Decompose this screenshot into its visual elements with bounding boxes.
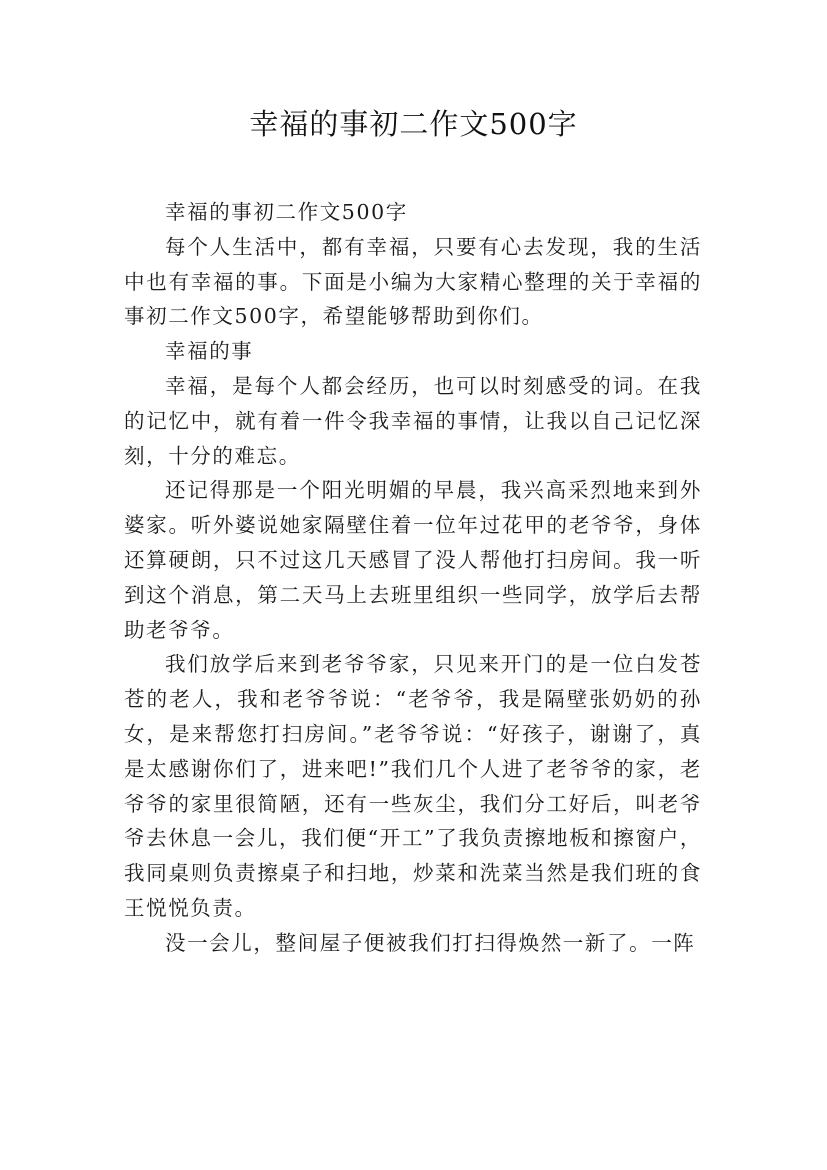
paragraph-body: 还记得那是一个阳光明媚的早晨，我兴高采烈地来到外婆家。听外婆说她家隔壁住着一位年过花甲的老爷爷，身体还算硬朗，只不过这几天感冒了没人帮他打扫房间。我一听到这个消息，第二天马上去班里组织一些同学，放学后去帮助老爷爷。: [124, 478, 702, 642]
document-title: 幸福的事初二作文500字: [249, 107, 578, 141]
paragraph-body: 没一会儿，整间屋子便被我们打扫得焕然一新了。一阵: [165, 930, 696, 955]
paragraph-body: 幸福，是每个人都会经历，也可以时刻感受的词。在我的记忆中，就有着一件令我幸福的事情，让我以自己记忆深刻，十分的难忘。: [124, 373, 702, 468]
paragraph-body: 我们放学后来到老爷爷家，只见来开门的是一位白发苍苍的老人，我和老爷爷说：“老爷爷，我是隔壁张奶奶的孙女，是来帮您打扫房间。”老爷爷说：“好孩子，谢谢了，真是太感谢你们了，进来吧!”我们几个人进了老爷爷的家，老爷爷的家里很简陋，还有一些灰尘，我们分工好后，叫老爷爷去休息一会儿，我们便“开工”了我负责擦地板和擦窗户，我同桌则负责擦桌子和扫地，炒菜和洗菜当然是我们班的食王悦悦负责。: [124, 652, 702, 920]
paragraph-section-heading: 幸福的事: [165, 339, 254, 364]
paragraph-subtitle: 幸福的事初二作文500字: [165, 200, 408, 224]
document-body: [124, 195, 702, 961]
paragraph-intro: 每个人生活中，都有幸福，只要有心去发现，我的生活中也有幸福的事。下面是小编为大家精心整理的关于幸福的事初二作文500字，希望能够帮助到你们。: [124, 234, 702, 329]
